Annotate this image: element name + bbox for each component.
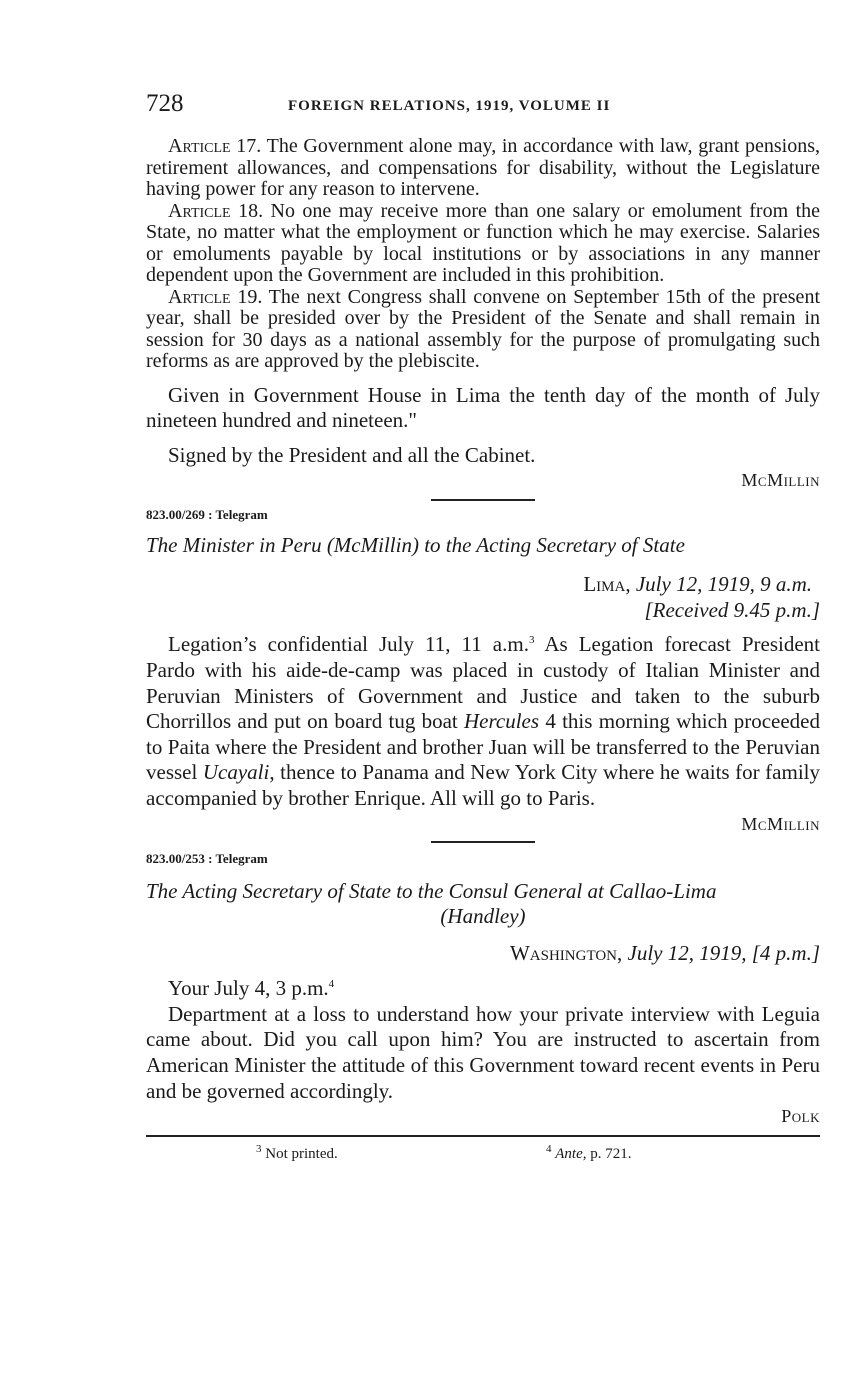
article-label: Article [168, 285, 231, 308]
page-number: 728 [146, 90, 184, 117]
footnote-ref-3: 3 [528, 634, 535, 647]
footnote-ref-4: 4 [328, 978, 335, 991]
ship-name: Hercules [464, 709, 540, 734]
dateline [146, 572, 820, 598]
telegram-body: Your July 4, 3 p.m.$^4$ Department at a loss to understand how your private interview with Leguia came about. Did you call upon him? You are instructed to ascertain from American Minister the attitude of this Government toward recent events in Peru and be governed accordingly. [146, 976, 820, 1103]
footnote-4: $^4$ Ante, p. 721. [546, 1143, 632, 1163]
document-page [146, 90, 821, 1163]
signature-mcmillin: McMillin [741, 470, 820, 491]
article-18: Article 18. No one may receive more than one salary or emolument from the State, no matter what the employment or function which he may exercise. Salaries or emoluments payable by local institutions or by associations in any manner dependent upon the Government are included in this prohibition. [146, 199, 821, 286]
file-number: 823.00/269 : Telegram [146, 507, 268, 523]
signature-polk: Polk [781, 1106, 820, 1127]
section-divider [431, 841, 535, 843]
article-label: Article [168, 135, 231, 157]
received-line: [Received 9.45 p.m.] [644, 597, 820, 622]
signature-mcmillin: McMillin [741, 813, 820, 834]
ship-name: Ucayali [202, 760, 270, 785]
dateline-date: July 12, 1919, [627, 940, 747, 965]
given-paragraph: Given in Government House in Lima the tenth day of the month of July nineteen hundred and nineteen." [146, 382, 820, 433]
page-header [146, 90, 820, 124]
document-title: The Acting Secretary of State to the Consul General at Callao-Lima (Handley) [146, 878, 717, 928]
closing-section [146, 383, 820, 469]
section-divider [431, 499, 535, 501]
article-19: Article 19. The next Congress shall convene on September 15th of the present year, shall be presided over by the President of the Senate and shall remain in session for 30 days as a national assembly for the purpose of promulgating such reforms as are approved by the plebiscite. [146, 285, 820, 372]
footnotes [146, 1137, 820, 1163]
document-title: The Minister in Peru (McMillin) to the Acting Secretary of State [146, 533, 685, 558]
signed-paragraph: Signed by the President and all the Cabinet. [168, 442, 536, 467]
dateline-date: July 12, 1919, 9 a.m. [635, 572, 812, 597]
telegram-body: Legation’s confidential July 11, 11 a.m.$^3$ As Legation forecast President Pardo with his aide-de-camp was placed in custody of Italian Minister and Peruvian Ministers of Government and Justice and taken to the suburb Chorrillos and put on board tug boat Hercules 4 this morning which proceeded to Paita where the President and brother Juan will be transferred to the Peruvian vessel Ucayali, thence to Panama and New York City where he waits for family accompanied by brother Enrique. All will go to Paris. [146, 632, 820, 811]
footnote-3: $^3$ Not printed. [256, 1143, 338, 1163]
articles-section [146, 136, 820, 373]
file-number: 823.00/253 : Telegram [146, 850, 268, 866]
dateline [146, 941, 820, 967]
article-label: Article [168, 199, 231, 222]
dateline-place: Lima, [583, 572, 631, 597]
article-17: Article 17. The Government alone may, in accordance with law, grant pensions, retirement allowances, and compensations for disability, without the Legislature having power for any reason to intervene. [146, 135, 821, 200]
running-head: FOREIGN RELATIONS, 1919, VOLUME II [288, 98, 611, 114]
dateline-place: Washington, [509, 940, 623, 965]
dateline-time: [4 p.m.] [751, 940, 820, 965]
